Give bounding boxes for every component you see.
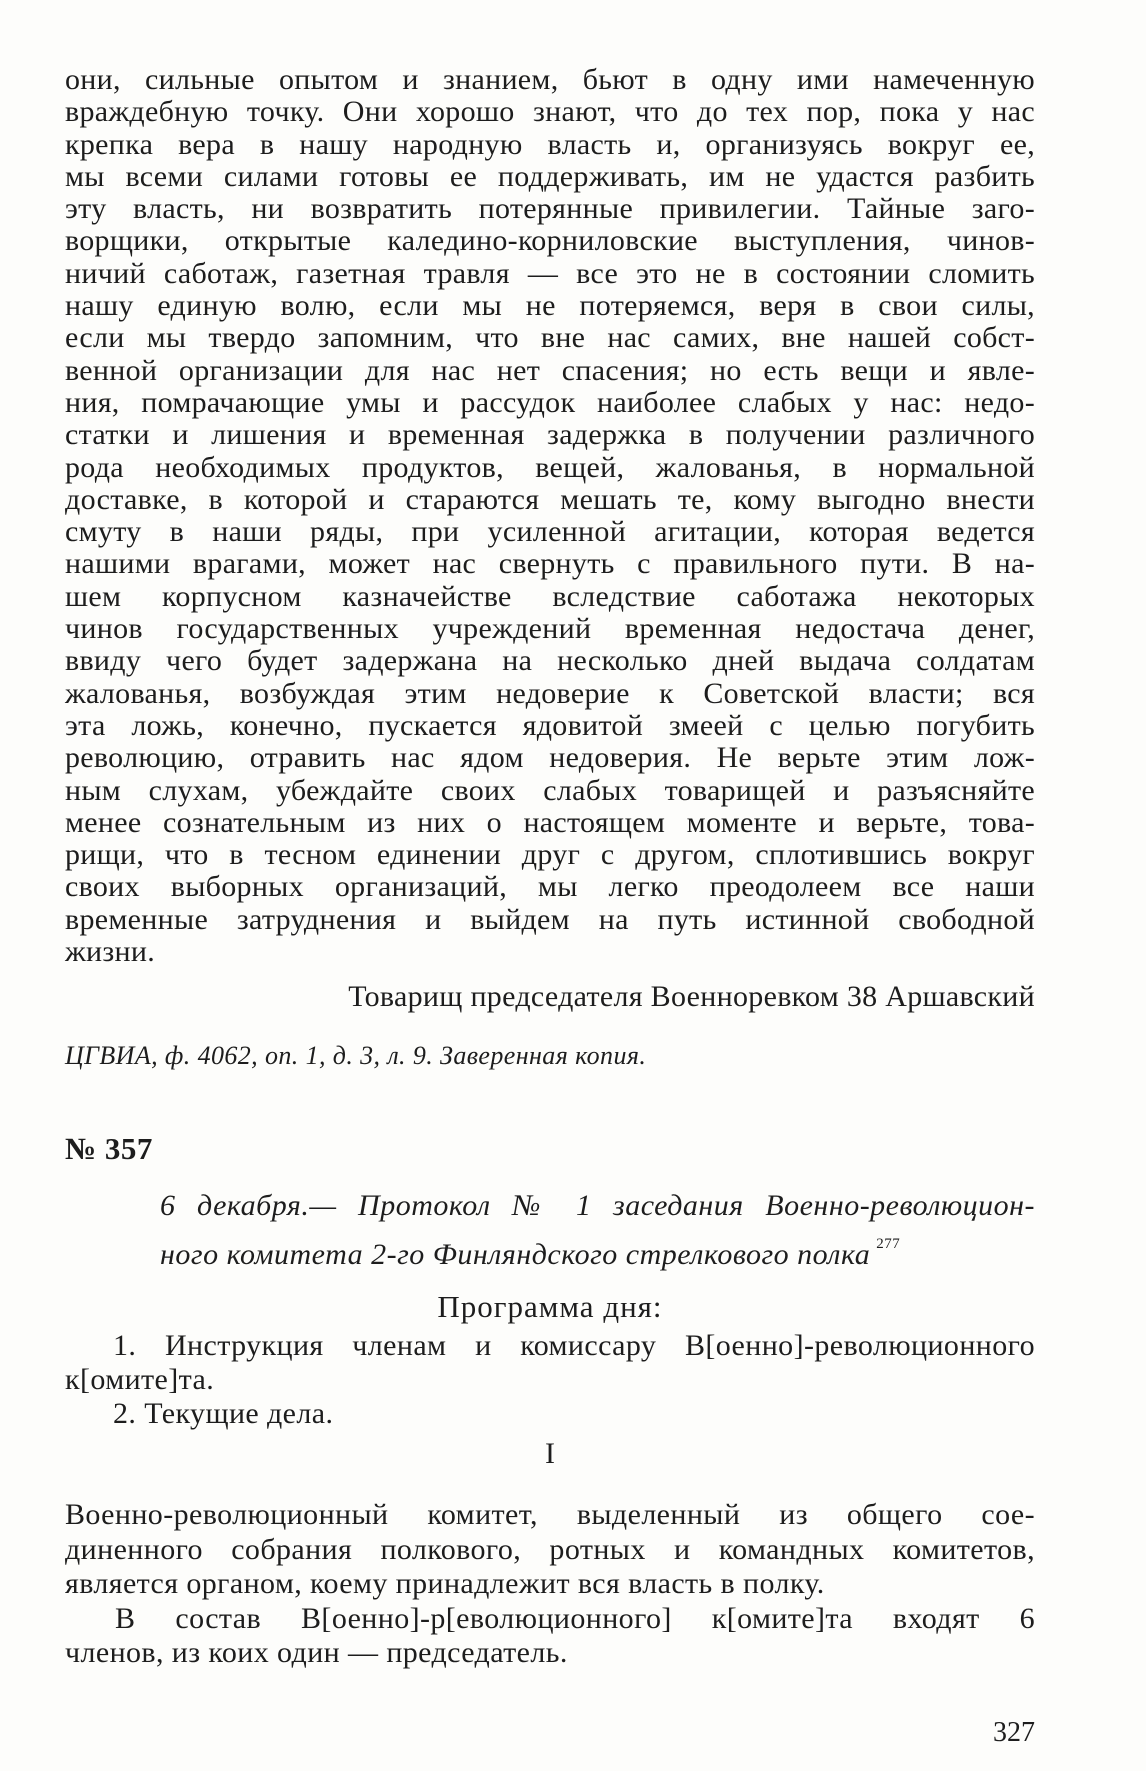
text-line: рищи, что в тесном единении друг с другом, сплотившись вокруг — [65, 838, 1035, 872]
text-line: смуту в наши ряды, при усиленной агитации, которая ведется — [65, 515, 1035, 549]
text-line: эта ложь, конечно, пускается ядовитой змеей с целью погубить — [65, 708, 1035, 742]
text-line: рода необходимых продуктов, вещей, жалованья, в нормальной — [65, 450, 1035, 484]
text-line: членов, из коих один — председатель. — [65, 1636, 568, 1669]
text-line: Военно-революционный комитет, выделенный из общего сое- — [65, 1498, 1035, 1531]
title-line: 6 декабря.— Протокол № 1 заседания Военно-революцион- — [160, 1189, 1035, 1222]
continuation-paragraph — [65, 64, 1035, 968]
text-line: ворщики, открытые каледино-корниловские выступления, чинов- — [65, 224, 1035, 258]
text-line: менее сознательным из них о настоящем моменте и верьте, това- — [65, 805, 1035, 839]
text-line: является органом, коему принадлежит вся власть в полку. — [65, 1567, 825, 1600]
text-line: жизни. — [65, 935, 156, 969]
text-line: крепка вера в нашу народную власть и, организуясь вокруг ее, — [65, 127, 1035, 161]
text-line: своих выборных организаций, мы легко преодолеем все наши — [65, 870, 1035, 904]
program-item: 2. Текущие дела. — [113, 1397, 334, 1430]
text-line: шем корпусном казначействе вследствие саботажа некоторых — [65, 579, 1035, 613]
page-number: 327 — [993, 1717, 1035, 1748]
text-line: В состав В[оенно]-р[еволюционного] к[омите]та входят 6 — [115, 1601, 1035, 1635]
program-item-line: к[омите]та. — [65, 1363, 215, 1396]
footnote-ref: 277 — [876, 1236, 901, 1252]
text-line: ния, помрачающие умы и рассудок наиболее слабых у нас: недо- — [65, 385, 1035, 419]
text-line: временные затруднения и выйдем на путь истинной свободной — [65, 902, 1035, 936]
title-line — [160, 1225, 1035, 1274]
text-line: статки и лишения и временная задержка в получении различного — [65, 418, 1035, 452]
text-line: венной организации для нас нет спасения; но есть вещи и явле- — [65, 353, 1035, 387]
text-line: революцию, отравить нас ядом недоверия. Не верьте этим лож- — [65, 741, 1035, 775]
archive-reference: ЦГВИА, ф. 4062, оп. 1, д. 3, л. 9. Заверенная копия. — [65, 1041, 647, 1070]
text-line: ввиду чего будет задержана на несколько дней выдача солдатам — [65, 644, 1035, 678]
text-line: нашими врагами, может нас свернуть с правильного пути. В на- — [65, 547, 1035, 581]
text-line: доставке, в которой и стараются мешать те, кому выгодно внести — [65, 482, 1035, 516]
signature: Товарищ председателя Военноревком 38 Аршавский — [348, 980, 1035, 1013]
text-line: ничий саботаж, газетная травля — все это не в состоянии сломить — [65, 256, 1035, 290]
program-heading: Программа дня: — [437, 1289, 663, 1324]
text-line: эту власть, ни возвратить потерянные привилегии. Тайные заго- — [65, 192, 1035, 226]
document-number: № 357 — [65, 1131, 153, 1166]
section-numeral: I — [545, 1437, 555, 1470]
text-line: чинов государственных учреждений временная недостача денег, — [65, 612, 1035, 646]
program-list — [65, 1329, 1035, 1431]
document-title — [160, 1186, 1035, 1274]
program-item — [65, 1329, 1035, 1397]
text-line: они, сильные опытом и знанием, бьют в одну ими намеченную — [65, 63, 1035, 96]
text-line: ным слухам, убеждайте своих слабых товарищей и разъясняйте — [65, 773, 1035, 807]
text-line: нашу единую волю, если мы не потеряемся, веря в свои силы, — [65, 289, 1035, 323]
text-line: враждебную точку. Они хорошо знают, что до тех пор, пока у нас — [65, 95, 1035, 129]
program-item-line: 1. Инструкция членам и комиссару В[оенно]-революционного — [113, 1329, 1035, 1362]
text-line: мы всеми силами готовы ее поддерживать, им не удастся разбить — [65, 159, 1035, 193]
section-text — [65, 1498, 1035, 1671]
title-line-text: ного комитета 2-го Финляндского стрелкового полка — [160, 1238, 871, 1271]
text-line: жалованья, возбуждая этим недоверие к Советской власти; вся — [65, 676, 1035, 710]
text-line: диненного собрания полкового, ротных и командных комитетов, — [65, 1532, 1035, 1566]
text-line: если мы твердо запомним, что вне нас самих, вне нашей собст- — [65, 321, 1035, 355]
